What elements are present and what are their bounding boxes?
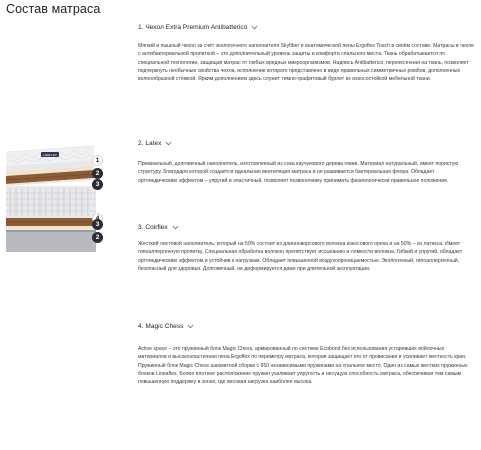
- chevron-down-icon: [172, 225, 179, 230]
- layer-badge-1[interactable]: 1: [92, 155, 103, 166]
- chevron-down-icon: [251, 25, 258, 30]
- section-magic-chess-title: 4. Magic Chess: [138, 322, 184, 330]
- section-cover-text: Мягкий и пышный чехол за счёт экологичного наполнителя Skyfiber и анатомической пены Ergoflex Touch в своём составе. Матрасы в чехле с антибактериальной пропиткой – это дополнительный уровень защиты и комфорта спального места. Ткань обрабатывается по специальной технологии, защищая матрас от любых вредных микроорганизмов. Надпись Antibatterico, перенесенная на ткань, позволяет подчеркнуть необычные свойства чехла, исполнение которого представлено в виде правильных симметричных ромбов, дополненных волнообразной стёжкой. Ярким дополнением здесь служит темно-графитовый бурлет из износостойкой мебельной ткани.: [138, 43, 474, 83]
- mattress-cutaway-icon: [6, 146, 98, 256]
- section-magic-chess-header[interactable]: [138, 321, 474, 331]
- section-latex-header[interactable]: [138, 138, 474, 148]
- section-latex-text: Премиальный, долговечный наполнитель, изготовленный из сока каучукового дерева гевеи. Материал натуральный, имеет пористую структуру, благодаря которой создаётся идеальная вентиляция матраса и не развивается бактериальная флора. Обладает ортопедическим эффектом – упругий и эластичный, позволяет позвоночнику принимать физиологически правильное положение.: [138, 161, 459, 184]
- layer-badge-3-lower[interactable]: 3: [92, 219, 103, 230]
- section-coirflex-title: 3. Coirflex: [138, 223, 168, 231]
- section-latex: [138, 138, 474, 185]
- chevron-down-icon: [187, 324, 194, 329]
- page-title: Состав матраса: [6, 2, 101, 16]
- section-latex-title: 2. Latex: [138, 139, 162, 147]
- layer-badge-3[interactable]: 3: [92, 179, 103, 190]
- mattress-layers-illustration: [6, 146, 98, 256]
- section-cover-header[interactable]: [138, 22, 474, 32]
- layer-badge-2[interactable]: 2: [92, 168, 103, 179]
- section-coirflex-text: Жесткий листовой наполнитель, который на 50% состоит из длинноворсового волокна кокосового ореха и на 50% – из латекса. Имеет гипоаллергенную пропитку. Специальная обработка волокон препятствует иссыханию и ломкости волокна. Гибкий и упругий, обладает ортопедическим эффектом и устойчив к нагрузкам. Обладает повышенной воздухопроницаемостью. Экологичный, гипоаллергенный, безопасный для здоровья. Долговечный, не деформируется даже при длительной эксплуатации.: [138, 241, 463, 272]
- section-magic-chess: [138, 321, 474, 386]
- section-cover: [138, 22, 474, 83]
- brand-label: LIFEFLEX: [43, 152, 57, 157]
- section-coirflex-header[interactable]: [138, 222, 474, 232]
- section-magic-chess-text: Active space – это пружинный блок Magic Chess, армированный по системе Ecobond без использования устаревших войлочных материалов и высокоэластичная пена Ergoflex по периметру матраса, которая защищает его от провисания и усиливает жесткость края. Пружинный блок Magic Chess шахматной сборки с 650 независимыми пружинами на спальное место. Один из самых жестких пружинных блоков Lineaflex. Более плотное расположение пружин усиливает упругость и несущую способность матраса, обеспечивая тем самым повышенную поддержку в зонах, где весовая нагрузка наиболее высока.: [138, 346, 468, 386]
- section-coirflex: [138, 222, 474, 273]
- layer-badge-2-lower[interactable]: 2: [92, 232, 103, 243]
- section-cover-title: 1. Чехол Extra Premium Antibatterico: [138, 23, 248, 31]
- chevron-down-icon: [165, 141, 172, 146]
